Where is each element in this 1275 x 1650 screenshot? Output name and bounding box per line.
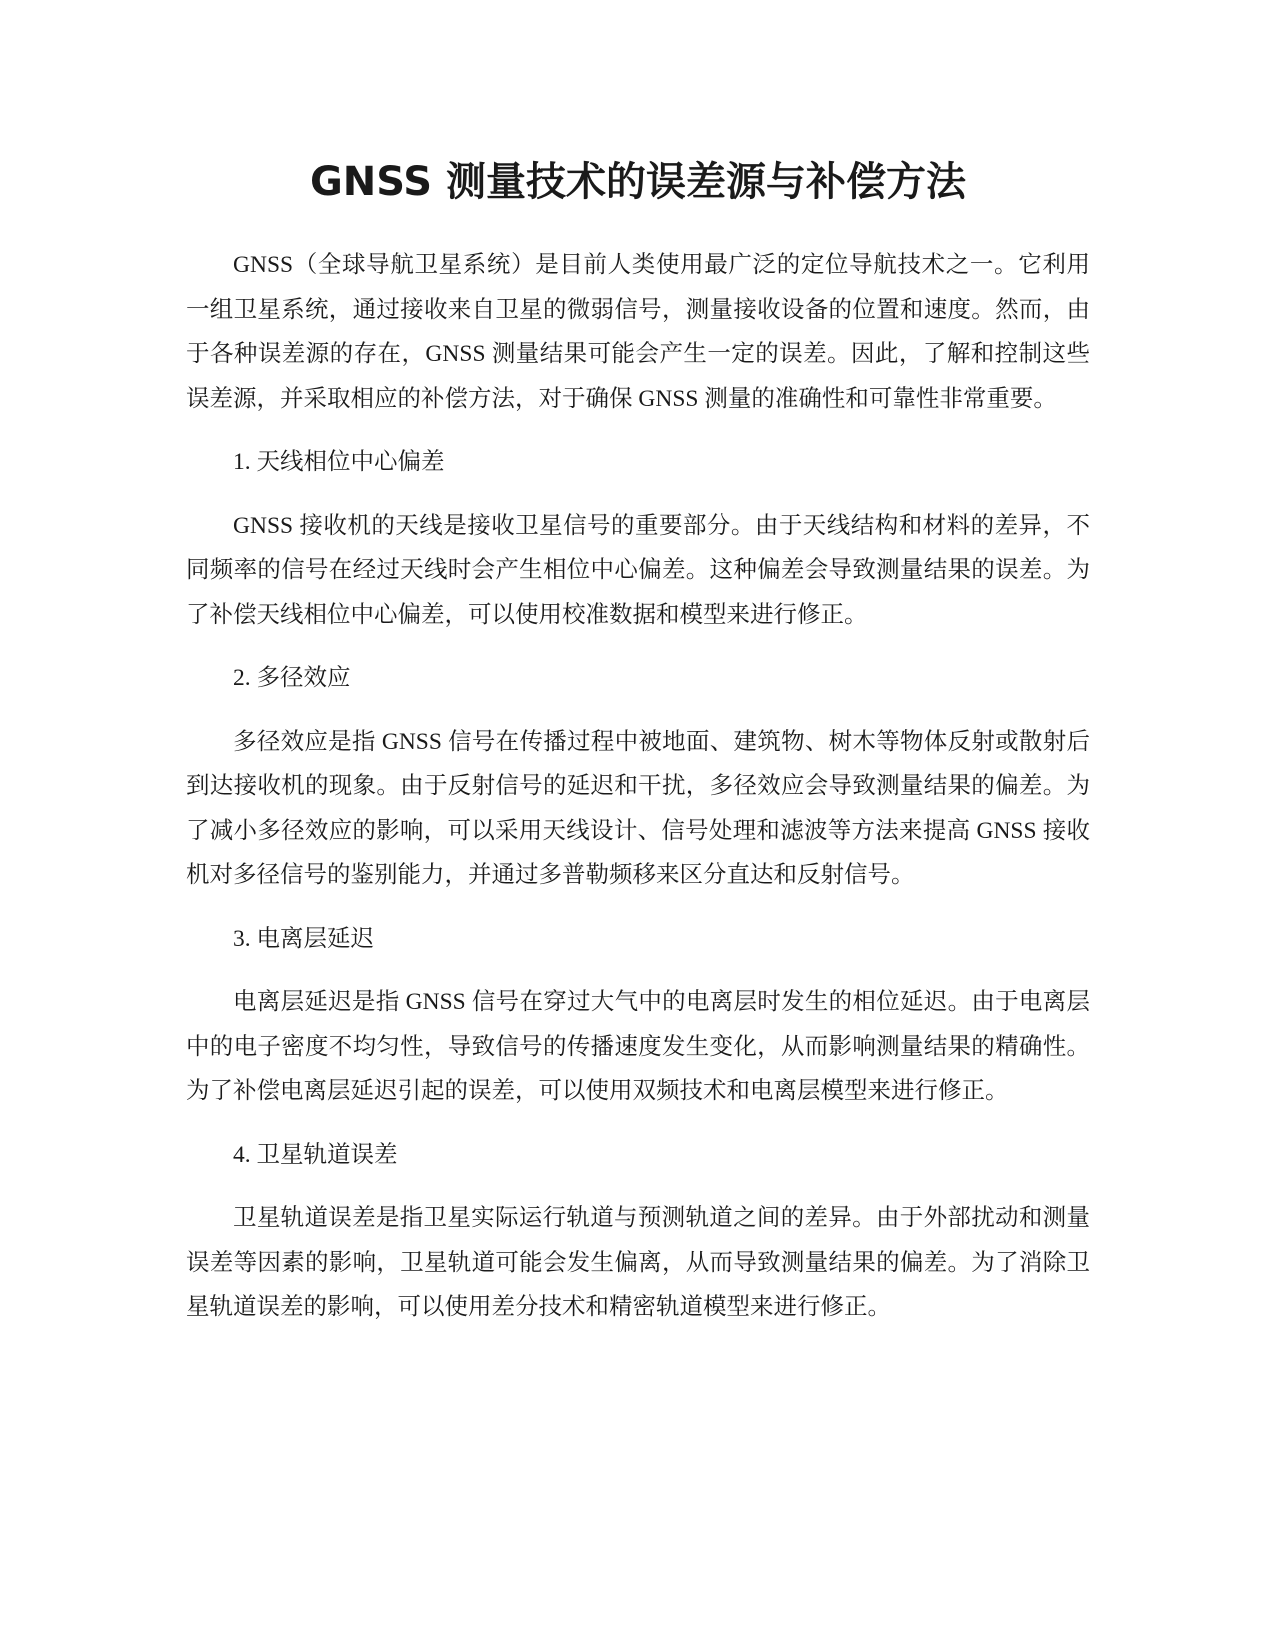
section-body-satellite-orbit-error: 卫星轨道误差是指卫星实际运行轨道与预测轨道之间的差异。由于外部扰动和测量误差等因素的影响，卫星轨道可能会发生偏离，从而导致测量结果的偏差。为了消除卫星轨道误差的影响，可以使用差分技术和精密轨道模型来进行修正。 [186, 1205, 1090, 1320]
document-body [186, 243, 1090, 1349]
section-body-antenna-phase-center: GNSS 接收机的天线是接收卫星信号的重要部分。由于天线结构和材料的差异，不同频率的信号在经过天线时会产生相位中心偏差。这种偏差会导致测量结果的误差。为了补偿天线相位中心偏差，可以使用校准数据和模型来进行修正。 [186, 512, 1090, 628]
section-heading-antenna-phase-center: 1. 天线相位中心偏差 [233, 449, 445, 475]
section-body-multipath: 多径效应是指 GNSS 信号在传播过程中被地面、建筑物、树木等物体反射或散射后到达接收机的现象。由于反射信号的延迟和干扰，多径效应会导致测量结果的偏差。为了减小多径效应的影响，可以采用天线设计、信号处理和滤波等方法来提高 GNSS 接收机对多径信号的鉴别能力，并通过多普勒频移来区分直达和反射信号。 [186, 728, 1090, 888]
section-heading-satellite-orbit-error: 4. 卫星轨道误差 [233, 1141, 398, 1168]
document-title: GNSS 测量技术的误差源与补偿方法 [309, 159, 967, 205]
intro-paragraph: GNSS（全球导航卫星系统）是目前人类使用最广泛的定位导航技术之一。它利用一组卫星系统，通过接收来自卫星的微弱信号，测量接收设备的位置和速度。然而，由于各种误差源的存在，GNSS 测量结果可能会产生一定的误差。因此，了解和控制这些误差源，并采取相应的补偿方法，对于确保 GNSS 测量的准确性和可靠性非常重要。 [186, 252, 1090, 412]
section-heading-multipath: 2. 多径效应 [233, 665, 351, 691]
section-heading-ionospheric-delay: 3. 电离层延迟 [233, 925, 374, 952]
section-body-ionospheric-delay: 电离层延迟是指 GNSS 信号在穿过大气中的电离层时发生的相位延迟。由于电离层中的电子密度不均匀性，导致信号的传播速度发生变化，从而影响测量结果的精确性。为了补偿电离层延迟引起的误差，可以使用双频技术和电离层模型来进行修正。 [186, 989, 1090, 1104]
